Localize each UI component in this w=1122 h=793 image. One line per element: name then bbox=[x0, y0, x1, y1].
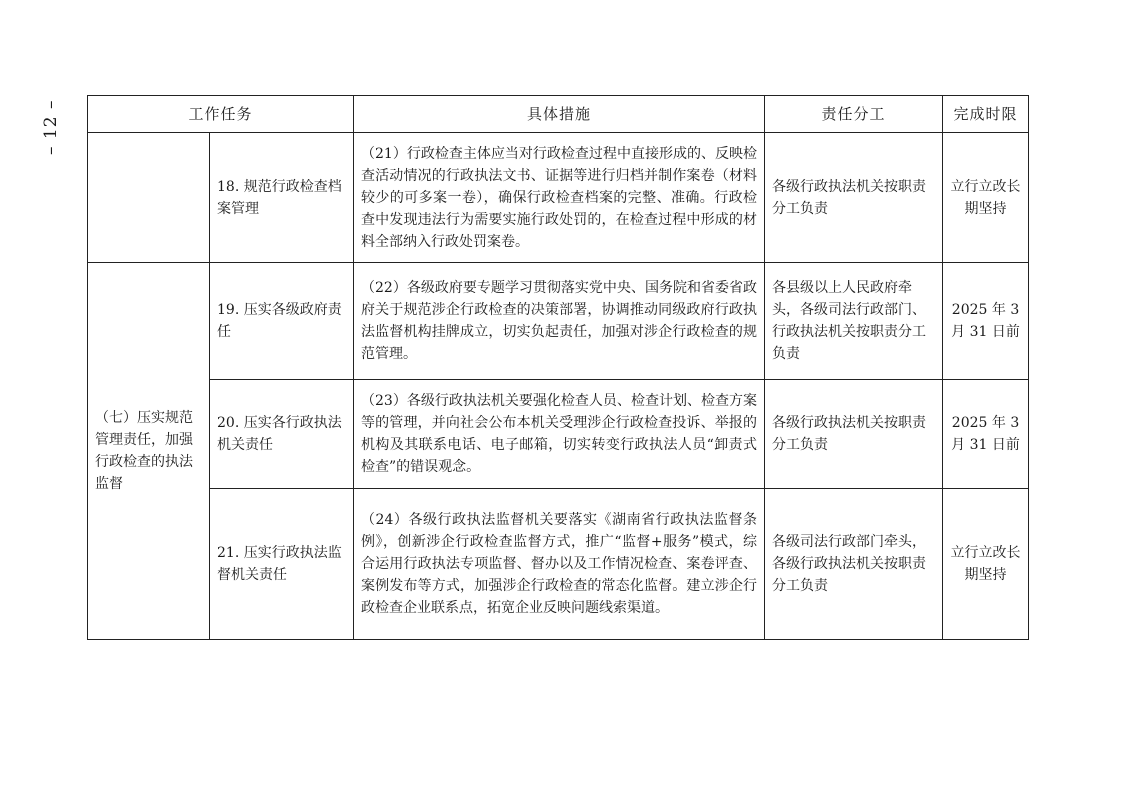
responsibility-cell: 各级行政执法机关按职责分工负责 bbox=[765, 133, 943, 263]
task-cell: 18. 规范行政检查档案管理 bbox=[210, 133, 354, 263]
table-row bbox=[88, 380, 1029, 489]
table-row bbox=[88, 263, 1029, 380]
deadline-cell: 2025 年 3 月 31 日前 bbox=[943, 380, 1029, 489]
measure-cell: （21）行政检查主体应当对行政检查过程中直接形成的、反映检查活动情况的行政执法文书、证据等进行归档并制作案卷（材料较少的可多案一卷），确保行政检查档案的完整、准确。行政检查中发现违法行为需要实施行政处罚的，在检查过程中形成的材料全部纳入行政处罚案卷。 bbox=[354, 133, 765, 263]
table-row bbox=[88, 133, 1029, 263]
measure-cell: （23）各级行政执法机关要强化检查人员、检查计划、检查方案等的管理，并向社会公布本机关受理涉企行政检查投诉、举报的机构及其联系电话、电子邮箱，切实转变行政执法人员“卸责式检查”的错误观念。 bbox=[354, 380, 765, 489]
header-deadline: 完成时限 bbox=[943, 96, 1029, 133]
category-cell-empty bbox=[88, 133, 210, 263]
category-cell: （七）压实规范管理责任，加强行政检查的执法监督 bbox=[88, 263, 210, 640]
responsibility-cell: 各级司法行政部门牵头，各级行政执法机关按职责分工负责 bbox=[765, 489, 943, 640]
header-task: 工作任务 bbox=[88, 96, 354, 133]
page-number: – 12 – bbox=[41, 99, 61, 155]
responsibility-cell: 各级行政执法机关按职责分工负责 bbox=[765, 380, 943, 489]
deadline-cell: 立行立改长期坚持 bbox=[943, 489, 1029, 640]
task-cell: 21. 压实行政执法监督机关责任 bbox=[210, 489, 354, 640]
header-row bbox=[88, 96, 1029, 133]
responsibility-cell: 各县级以上人民政府牵头，各级司法行政部门、行政执法机关按职责分工负责 bbox=[765, 263, 943, 380]
header-measures: 具体措施 bbox=[354, 96, 765, 133]
task-cell: 19. 压实各级政府责任 bbox=[210, 263, 354, 380]
task-table bbox=[87, 95, 1029, 640]
task-cell: 20. 压实各行政执法机关责任 bbox=[210, 380, 354, 489]
header-responsibility: 责任分工 bbox=[765, 96, 943, 133]
measure-cell: （24）各级行政执法监督机关要落实《湖南省行政执法监督条例》，创新涉企行政检查监督方式，推广“监督+服务”模式，综合运用行政执法专项监督、督办以及工作情况检查、案卷评查、案例发布等方式，加强涉企行政检查的常态化监督。建立涉企行政检查企业联系点，拓宽企业反映问题线索渠道。 bbox=[354, 489, 765, 640]
table-row bbox=[88, 489, 1029, 640]
deadline-cell: 2025 年 3 月 31 日前 bbox=[943, 263, 1029, 380]
measure-cell: （22）各级政府要专题学习贯彻落实党中央、国务院和省委省政府关于规范涉企行政检查的决策部署，协调推动同级政府行政执法监督机构挂牌成立，切实负起责任，加强对涉企行政检查的规范管理。 bbox=[354, 263, 765, 380]
deadline-cell: 立行立改长期坚持 bbox=[943, 133, 1029, 263]
